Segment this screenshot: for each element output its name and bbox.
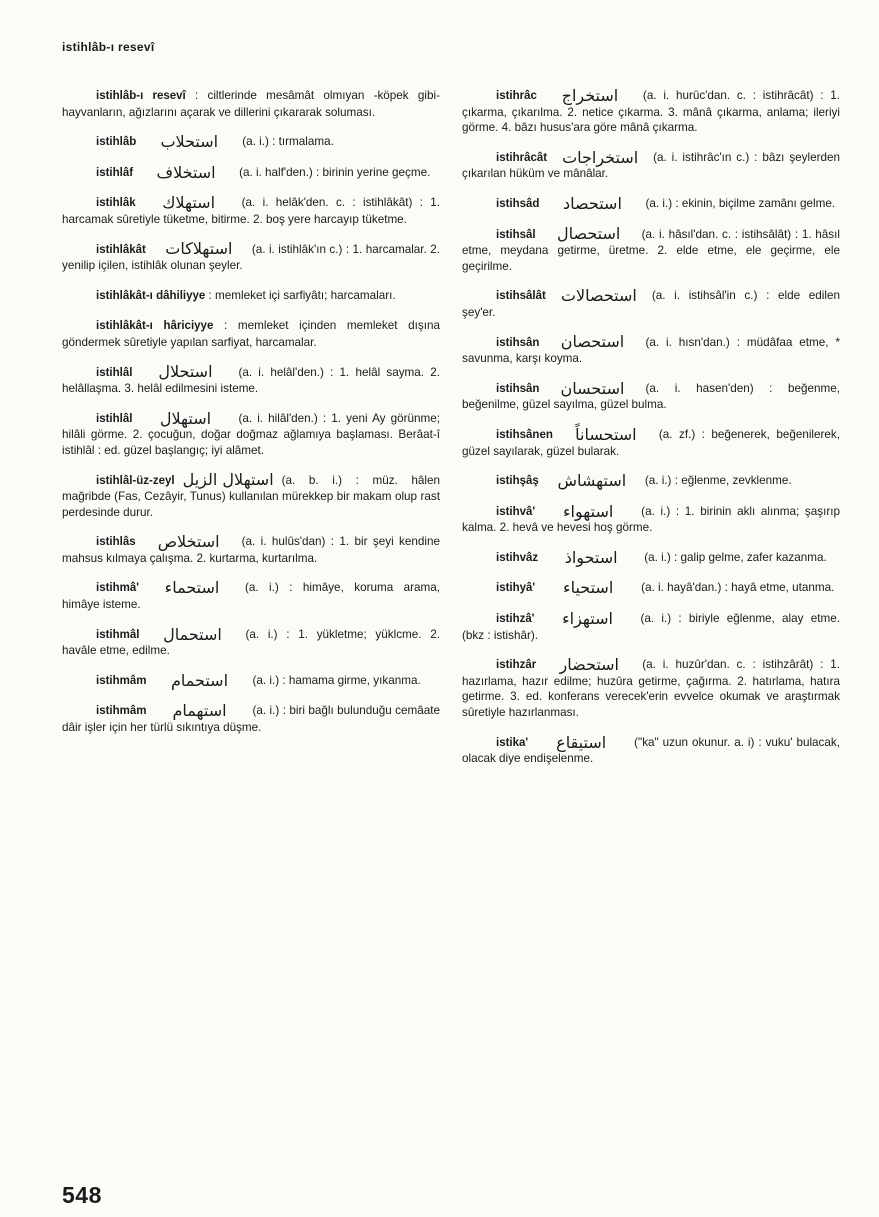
- left-column: [62, 88, 440, 750]
- entry-headword: istihsân: [496, 336, 540, 349]
- dictionary-entry: [462, 288, 840, 320]
- entry-arabic-script: استهلال الزيل: [182, 470, 274, 490]
- dictionary-entry: [462, 378, 840, 413]
- entry-arabic-script: استحساناً: [575, 424, 637, 444]
- dictionary-entry: [462, 580, 840, 597]
- dictionary-entry: [62, 318, 440, 350]
- dictionary-entry: [62, 362, 440, 397]
- entry-arabic-script: استيقاع: [556, 732, 607, 752]
- dictionary-entry: [462, 608, 840, 643]
- entry-arabic-script: استخلاص: [157, 532, 220, 552]
- entry-definition: (a. i. hayâ'dan.) : hayâ etme, utanma.: [641, 581, 835, 595]
- dictionary-entry: [62, 624, 440, 659]
- dictionary-entry: [62, 134, 440, 151]
- entry-definition: (a. i. helâl'den.) : 1. helâl sayma. 2. helâllaşma. 3. helâl edilmesini isteme.: [62, 365, 440, 396]
- entry-headword: istika': [496, 736, 529, 749]
- entry-headword: istihsânen: [496, 428, 553, 441]
- entry-headword: istihlâl: [96, 366, 133, 379]
- entry-arabic-script: استهشاش: [557, 471, 627, 490]
- entry-arabic-script: استخراج: [561, 85, 619, 105]
- entry-headword: istihsân: [496, 382, 540, 395]
- entry-definition: (a. i. helâk'den. c. : istihlâkât) : 1. harcamak sûretiyle tüketme, bitirme. 2. boş yere harcayıp tüketme.: [62, 196, 440, 226]
- entry-headword: istihlâb-ı resevî: [96, 90, 186, 102]
- dictionary-entry: [462, 501, 840, 536]
- entry-arabic-script: استهواء: [563, 501, 614, 521]
- entry-arabic-script: استهلال: [159, 408, 212, 428]
- entry-headword: istihşâş: [496, 475, 539, 488]
- entry-arabic-script: استحضار: [559, 655, 619, 675]
- entry-headword: istihlâkât-ı hâriciyye: [96, 320, 214, 333]
- entry-definition: : ciltlerinde mesâmât olmıyan -köpek gibi- hayvanların, ağızlarını açarak ve dillerini çıkararak soluması.: [62, 89, 440, 119]
- entry-definition: (a. i. hasen'den) : beğenme, beğenilme, güzel sayılma, güzel bulma.: [462, 381, 840, 412]
- entry-arabic-script: استحصالات: [560, 286, 637, 306]
- entry-headword: istihlâl-üz-zeyl: [96, 474, 175, 487]
- entry-arabic-script: استخلاف: [156, 162, 216, 182]
- dictionary-entry: [462, 147, 840, 182]
- entry-arabic-script: استحلاب: [160, 132, 219, 152]
- entry-headword: istihzâ': [496, 613, 535, 626]
- entry-definition: (a. i.) : 1. birinin aklı alınma; şaşırıp kalma. 2. hevâ ve hevesi hoş görme.: [462, 504, 840, 535]
- entry-arabic-script: استحواذ: [564, 547, 618, 567]
- dictionary-entry: [62, 580, 440, 612]
- entry-arabic-script: استهلاكات: [165, 239, 233, 259]
- dictionary-entry: [62, 408, 440, 459]
- entry-headword: istihmâm: [96, 674, 147, 687]
- entry-definition: : memleket içinden memleket dışına göndermek sûretiyle yapılan sarfiyat, harcamalar.: [62, 319, 440, 349]
- entry-headword: istihmâm: [96, 705, 147, 718]
- entry-definition: (a. i.) : biri bağlı bulunduğu cemâate dâir işler için her türlü sıkıntıya düşme.: [62, 704, 440, 735]
- dictionary-entry: [462, 657, 840, 720]
- entry-headword: istihrâcât: [496, 151, 548, 164]
- dictionary-entry: [62, 670, 440, 690]
- entry-headword: istihlâf: [96, 166, 134, 179]
- right-column: [462, 85, 840, 781]
- dictionary-entry: [462, 424, 840, 459]
- entry-arabic-script: استخراجات: [562, 147, 639, 167]
- entry-arabic-script: استحصاد: [563, 193, 622, 213]
- running-head: istihlâb-ı resevî: [62, 40, 155, 54]
- entry-headword: istihlâkât: [96, 243, 146, 256]
- entry-definition: (a. i. istihrâc'ın c.) : bâzı şeylerden çıkarılan hüküm ve mânâlar.: [462, 150, 840, 181]
- entry-arabic-script: استحمال: [163, 624, 222, 644]
- entry-definition: (a. zf.) : beğenerek, beğenilerek, güzel sayılarak, güzel bularak.: [462, 427, 840, 458]
- entry-headword: istihsâd: [496, 197, 540, 210]
- entry-definition: (a. i. hâsıl'dan. c. : istihsâlât) : 1. hâsıl etme, meydana getirme, üretme. 2. elde etme, ele geçirme, ele geçirilme.: [462, 227, 840, 273]
- dictionary-entry: [462, 224, 840, 275]
- dictionary-entry: [462, 193, 840, 213]
- dictionary-entry: [462, 332, 840, 367]
- dictionary-entry: [462, 732, 840, 767]
- entry-arabic-script: استحماء: [164, 578, 220, 598]
- entry-definition: (a. i. hısn'dan.) : müdâfaa etme, * savunma, karşı koyma.: [462, 335, 840, 366]
- page-number: 548: [62, 1182, 102, 1208]
- entry-definition: (a. i. istihlâk'ın c.) : 1. harcamalar. 2. yenilip içilen, istihlâk olunan şeyler.: [62, 242, 440, 273]
- entry-definition: (a. i. half'den.) : birinin yerine geçme.: [239, 165, 431, 179]
- dictionary-entry: [462, 473, 840, 490]
- entry-definition: (a. i.) : biriyle eğlenme, alay etme. (bkz : istishâr).: [462, 612, 840, 642]
- entry-definition: (a. i. huzûr'dan. c. : istihzârât) : 1. hazırlama, hazır edilme; huzûra getirme, çağırma. 2. hatırlama, hatıra getirme. 3. ed. konferans verecek'erin evvelce okumak ve araştırmak sûretiyle hazırlanması.: [462, 658, 840, 720]
- entry-definition: (a. i.) : tırmalama.: [242, 135, 334, 149]
- entry-headword: istihlâk: [96, 197, 136, 210]
- entry-arabic-script: استحسان: [560, 378, 625, 398]
- entry-arabic-script: استحياء: [563, 578, 614, 598]
- entry-definition: (a. i.) : eğlenme, zevklenme.: [644, 474, 792, 488]
- entry-headword: istihyâ': [496, 582, 536, 595]
- entry-definition: (a. i. istihsâl'in c.) : elde edilen şey'er.: [462, 289, 840, 319]
- entry-definition: (a. b. i.) : müz. hâlen mağribde (Fas, Cezâyir, Tunus) kullanılan mürekkep bir makam olup rast perdesinde durur.: [62, 473, 440, 519]
- entry-arabic-script: استحمام: [170, 670, 229, 690]
- entry-headword: istihvâz: [496, 551, 539, 564]
- entry-definition: (a. i.) : hamama girme, yıkanma.: [252, 673, 421, 687]
- dictionary-entry: [462, 547, 840, 567]
- entry-definition: : memleket içi sarfiyâtı; harcamaları.: [208, 288, 396, 302]
- dictionary-entry: [62, 88, 440, 120]
- entry-headword: istihmâ': [96, 582, 139, 595]
- entry-headword: istihsâl: [496, 228, 536, 241]
- entry-headword: istihlâkât-ı dâhiliyye: [96, 289, 206, 302]
- entry-arabic-script: استهلاك: [162, 193, 216, 213]
- dictionary-entry: [62, 162, 440, 182]
- entry-definition: (a. i.) : himâye, koruma arama, himâye isteme.: [62, 581, 440, 612]
- entry-headword: istihvâ': [496, 505, 536, 518]
- entry-arabic-script: استحصال: [556, 224, 621, 244]
- entry-headword: istihlâb: [96, 136, 137, 149]
- entry-definition: ("ka" uzun okunur. a. i) : vuku' bulacak, olacak diye endişelenme.: [462, 735, 840, 766]
- dictionary-entry: [62, 288, 440, 305]
- entry-arabic-script: استحصان: [560, 332, 625, 352]
- entry-headword: istihlâl: [96, 412, 133, 425]
- entry-headword: istihzâr: [496, 659, 537, 672]
- dictionary-entry: [62, 239, 440, 274]
- entry-definition: (a. i.) : galip gelme, zafer kazanma.: [644, 550, 827, 564]
- entry-definition: (a. i. hilâl'den.) : 1. yeni Ay görünme; hilâli görme. 2. çocuğun, doğar doğmaz ağlamıya başlaması. Berâat-î istihlâl : ed. güzel başlangıç; iyi alâmet.: [62, 411, 440, 457]
- entry-definition: (a. i. hurûc'dan. c. : istihrâcât) : 1. çıkarma, çıkarılma. 2. netice çıkarma. 3. mânâ çıkarma, anlama; ileriyi görme. 4. bâzı husus'ara göre mânâ çıkarma.: [462, 89, 840, 135]
- entry-arabic-script: استحلال: [158, 362, 213, 382]
- entry-arabic-script: استهمام: [172, 701, 227, 721]
- entry-definition: (a. i. hulûs'dan) : 1. bir şeyi kendine mahsus kılmaya çalışma. 2. kurtarma, kurtarılma.: [62, 535, 440, 565]
- entry-definition: (a. i.) : 1. yükletme; yüklcme. 2. havâle etme, edilme.: [62, 627, 440, 658]
- entry-headword: istihmâl: [96, 628, 140, 641]
- entry-arabic-script: استهزاء: [562, 608, 613, 628]
- entry-headword: istihrâc: [496, 90, 537, 102]
- dictionary-entry: [62, 703, 440, 735]
- dictionary-entry: [462, 85, 840, 136]
- dictionary-entry: [62, 534, 440, 566]
- dictionary-entry: [62, 470, 440, 521]
- entry-definition: (a. i.) : ekinin, biçilme zamânı gelme.: [645, 196, 836, 210]
- dictionary-entry: [62, 195, 440, 227]
- entry-headword: istihlâs: [96, 536, 136, 549]
- entry-headword: istihsâlât: [496, 290, 546, 303]
